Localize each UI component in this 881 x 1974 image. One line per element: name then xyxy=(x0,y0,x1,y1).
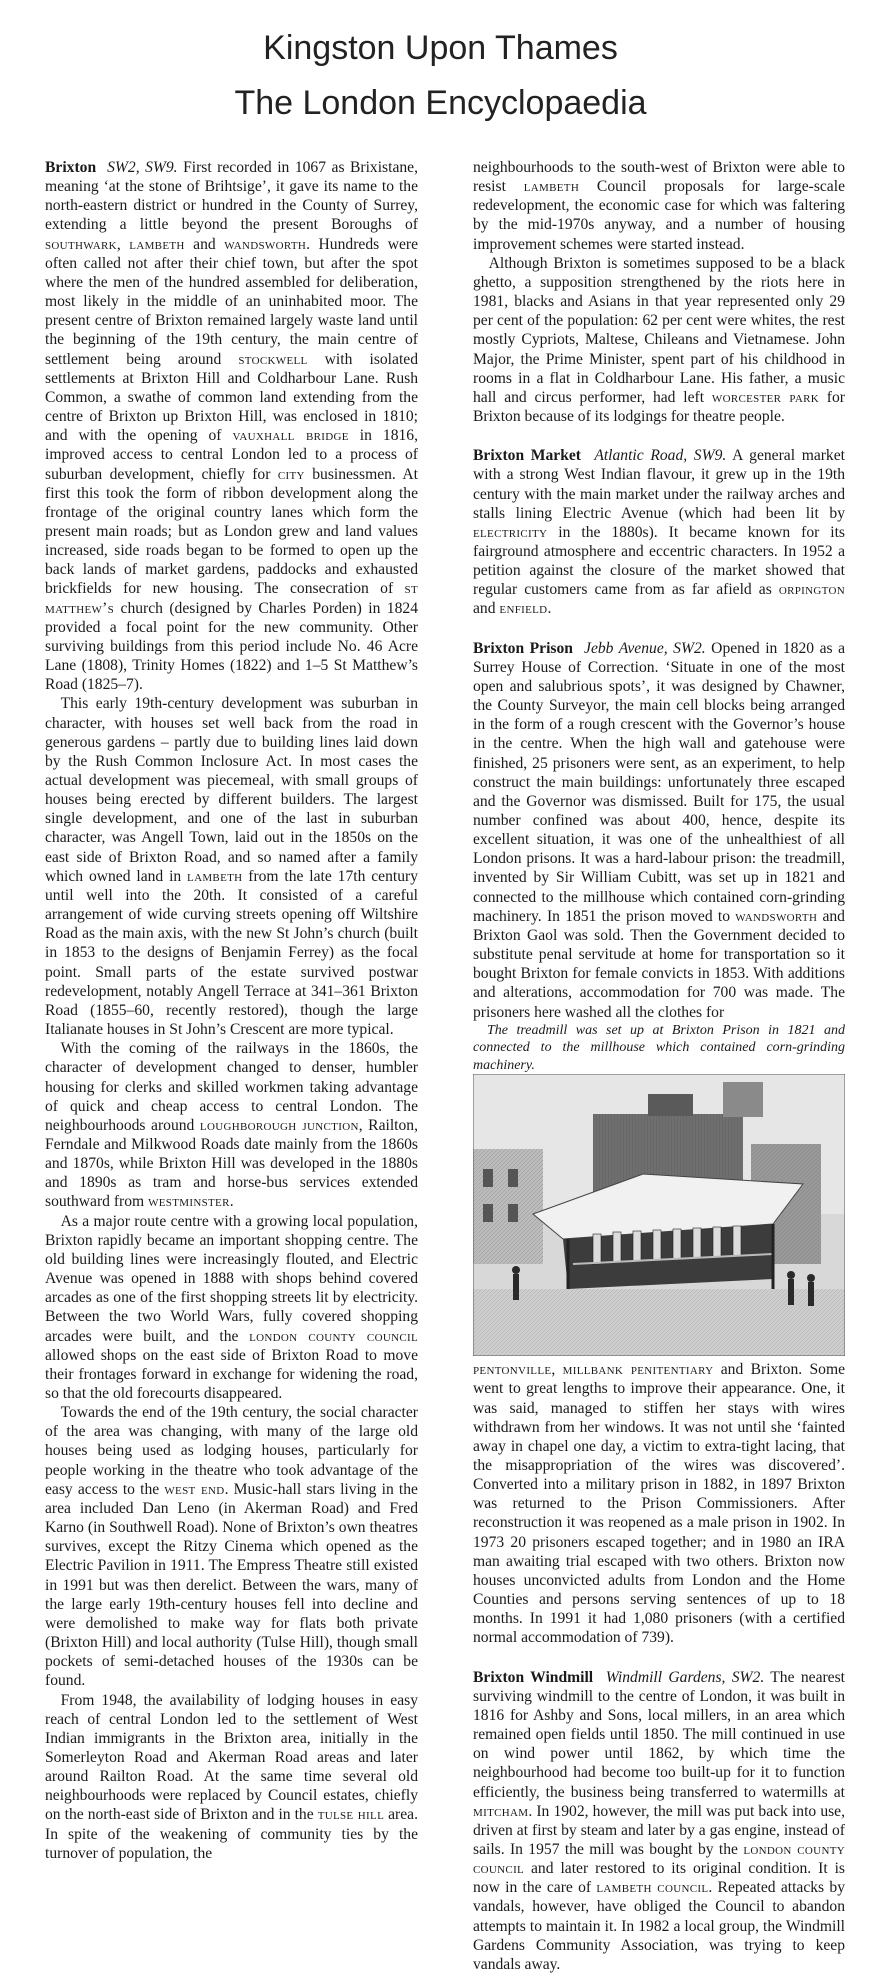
entry-headword: Brixton Windmill xyxy=(473,1668,594,1686)
entry-brixton-paragraph-4: As a major route centre with a growing local population, Brixton rapidly became an important shopping centre. The old building lines were increasingly flouted, and Electric Avenue was opened in 1888 with shops behind covered arcades as one of the first shopping streets lit by electricity. Between the two World Wars, fully covered shopping arcades were built, and the london county council allowed shops on the east side of Brixton Road to move their frontages forward in exchange for widening the road, so that the old forecourts disappeared. xyxy=(45,1212,418,1402)
entry-headword: Brixton xyxy=(45,159,97,176)
figure-caption: The treadmill was set up at Brixton Prison in 1821 and connected to the millhouse which contained corn-grinding machinery. xyxy=(473,1022,845,1073)
right-column xyxy=(473,158,845,1974)
entry-brixton-windmill: Brixton Windmill Windmill Gardens, SW2. The nearest surviving windmill to the centre of London, it was built in 1816 for Ashby and Sons, local millers, in an area which remained open fields until 1850. The mill continued in use on wind power until 1862, by which time the neighbourhood had become too built-up for it to function efficiently, the business being transferred to watermills at mitcham. In 1902, however, the mill was put back into use, driven at first by steam and later by a gas engine, instead of sails. In 1957 the mill was bought by the london county council and later restored to its original condition. It is now in the care of lambeth council. Repeated attacks by vandals, however, have obliged the Council to abandon attempts to maintain it. In 1982 a local group, the Windmill Gardens Community Association, was trying to keep vandals away. xyxy=(473,1668,846,1973)
entry-brixton-market: Brixton Market Atlantic Road, SW9. A general market with a strong West Indian flavour, it grew up in the 19th century with the main market under the railway arches and stalls lining Electric Avenue (which had been lit by electricity in the 1880s). It became known for its fairground atmosphere and eccentric characters. In 1952 a petition against the closure of the market showed that regular customers came from as far afield as orpington and enfield. xyxy=(473,447,845,618)
page-title: Kingston Upon Thames xyxy=(263,29,618,67)
entry-address: Jebb Avenue, SW2. xyxy=(584,639,706,657)
page-subtitle: The London Encyclopaedia xyxy=(234,84,647,122)
entry-address: SW2, SW9. xyxy=(107,159,178,176)
entry-brixton-paragraph-8: Although Brixton is sometimes supposed to be a black ghetto, a supposition strengthened by the riots here in 1981, blacks and Asians in that year represented only 29 per cent of the population: 62 per cent were whites, the rest mostly Cypriots, Maltese, Chileans and Vietnamese. John Major, the Prime Minister, spent part of his childhood in rooms in a flat in Coldharbour Lane. His father, a music hall and circus performer, had left worcester park for Brixton because of its lodgings for theatre people. xyxy=(473,254,845,426)
entry-brixton-prison: Brixton Prison Jebb Avenue, SW2. Opened in 1820 as a Surrey House of Correction. ‘Situate in one of the most open and salubrious spots’, it was designed by Chawner, the County Surveyor, the main cell blocks being arranged in the form of a rough crescent with the Governor’s house in the centre. When the high wall and gatehouse were finished, 25 prisoners were sent, as an experiment, to help construct the main buildings: unfortunately three escaped and the Governor was dismissed. Built for 175, the usual number confined was about 400, hence, despite its excellent situation, it was one of the unhealthiest of all London prisons. It was a hard-labour prison: the treadmill, invented by Sir William Cubitt, was set up in 1821 and connected to the millhouse which contained corn-grinding machinery. In 1851 the prison moved to wandsworth and Brixton Gaol was sold. Then the Government decided to substitute penal servitude at home for transportation so it bought Brixton for female convicts in 1853. With additions and alterations, accommodation for 700 was made. The prisoners here washed all the clothes for xyxy=(473,639,846,1021)
entry-headword: Brixton Market xyxy=(473,447,581,465)
entry-brixton-paragraph-2: This early 19th-century development was suburban in character, with houses set well back from the road in generous gardens – partly due to building lines laid down by the Rush Common Inclosure Act. In most cases the actual development was piecemeal, with small groups of houses being erected by different builders. The largest single development, and one of the last in suburban character, was Angell Town, laid out in the 1850s on the east side of Brixton Road, and so named after a family which owned land in lambeth from the late 17th century until well into the 20th. It consisted of a careful arrangement of wide curving streets opening off Wiltshire Road as the main axis, with the new St John’s church (built in 1853 to the designs of Benjamin Ferrey) as the focal point. Small parts of the estate survived postwar redevelopment, notably Angell Terrace at 341–361 Brixton Road (1855–60, recently restored), though the large Italianate houses in St John’s Crescent are more typical. xyxy=(45,695,418,1039)
entry-brixton-paragraph-6: From 1948, the availability of lodging houses in easy reach of central London led to the settlement of West Indian immigrants in the Brixton area, initially in the Somerleyton Road and Akerman Road areas and later around Railton Road. At the same time several old neighbourhoods were replaced by Council estates, chiefly on the north-east side of Brixton and in the tulse hill area. In spite of the weakening of community ties by the turnover of population, the xyxy=(45,1691,418,1862)
entry-brixton-paragraph-5: Towards the end of the 19th century, the social character of the area was changing, with many of the large old houses being used as lodging houses, particularly for people working in the theatre who took advantage of the easy access to the west end. Music-hall stars living in the area included Dan Leno (in Akerman Road) and Fred Karno (in Southwell Road). None of Brixton’s own theatres survives, except the Ritzy Cinema which opened as the Electric Pavilion in 1911. The Empress Theatre still existed in 1991 but was then derelict. Between the wars, many of the large early 19th-century houses fell into decline and were demolished to make way for flats both private (Brixton Hill) and local authority (Tulse Hill), though small pockets of semi-detached houses of the 1930s can be found. xyxy=(45,1404,418,1690)
entry-address: Windmill Gardens, SW2. xyxy=(605,1668,765,1686)
entry-headword: Brixton Prison xyxy=(473,639,573,657)
entry-brixton-paragraph-1: Brixton SW2, SW9. First recorded in 1067 as Brixistane, meaning ‘at the stone of Brihtsige’, it gave its name to the north-eastern district or hundred in the County of Surrey, extending a little beyond the present Boroughs of southwark, lambeth and wandsworth. Hundreds were often called not after their chief town, but after the spot where the men of the hundred assembled for deliberation, most likely in the middle of an uninhabited moor. The present centre of Brixton remained largely waste land until the beginning of the 19th century, the main centre of settlement being around stockwell with isolated settlements at Brixton Hill and Coldharbour Lane. Rush Common, a swathe of common land extending from the centre of Brixton up Brixton Hill, was enclosed in 1810; and with the opening of vauxhall bridge in 1816, improved access to central London led to a process of suburban development, chiefly for city businessmen. At first this took the form of ribbon development along the frontage of the original country lanes which form the present main roads; but as London grew and land values increased, side roads began to be formed to open up the back lands of market gardens, paddocks and exhausted brickfields for new housing. The consecration of st matthew’s church (designed by Charles Porden) in 1824 provided a focal point for the new community. Other surviving buildings from this period include No. 46 Acre Lane (1808), Trinity Homes (1822) and 1–5 St Matthew’s Road (1825–7). xyxy=(45,159,418,694)
entry-address: Atlantic Road, SW9. xyxy=(594,447,727,465)
entry-brixton-prison-continued: pentonville, millbank penitentiary and Brixton. Some went to great lengths to improve their appearance. One, it was said, managed to stiffen her stays with wires withdrawn from her windows. It was not until she ‘fainted away in chapel one day, a victim to extra-tight lacing, that the misappropriation of the wires was discovered’. Converted into a military prison in 1882, in 1897 Brixton was returned to the Prison Commissioners. After reconstruction it was reopened as a male prison in 1902. In 1973 20 prisoners escaped together; and in 1980 an IRA man awaiting trial escaped with two others. Brixton now houses unconvicted adults from London and the Home Counties and persons serving sentences of up to 18 months. In 1991 it had 1,080 prisoners (with a certified normal accommodation of 739). xyxy=(473,1361,846,1647)
entry-brixton-paragraph-3: With the coming of the railways in the 1860s, the character of development changed to denser, humbler housing for clerks and skilled workmen taking advantage of quick and cheap access to central London. The neighbourhoods around loughborough junction, Railton, Ferndale and Milkwood Roads date mainly from the 1860s and 1870s, while Brixton Hill was developed in the 1880s and 1890s as tram and horse-bus services extended southward from westminster. xyxy=(45,1040,418,1211)
treadmill-engraving-image xyxy=(473,1074,845,1356)
left-column xyxy=(45,158,418,1863)
entry-brixton-paragraph-7: neighbourhoods to the south-west of Brixton were able to resist lambeth Council proposals for large-scale redevelopment, the economic case for which was faltering by the mid-1970s anyway, and a number of housing improvement schemes were started instead. xyxy=(473,159,845,253)
